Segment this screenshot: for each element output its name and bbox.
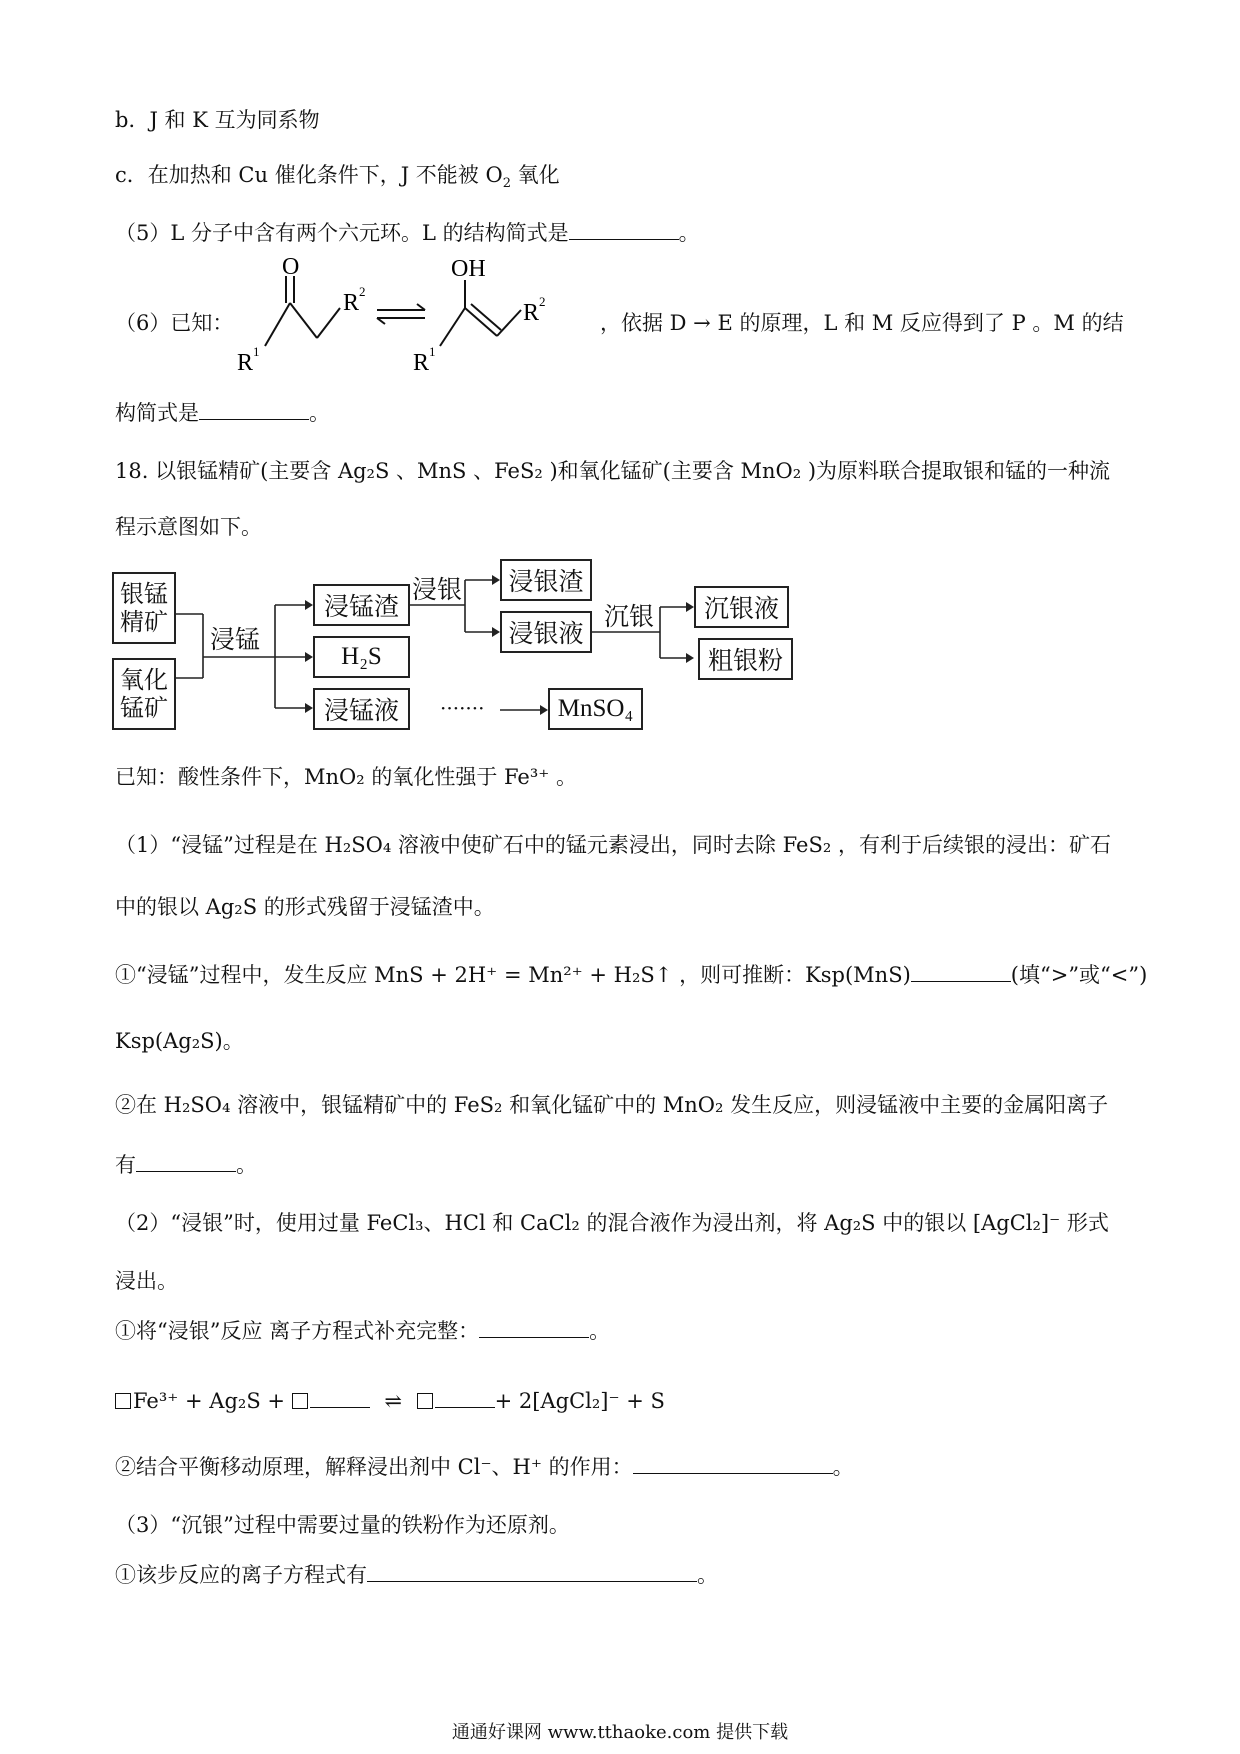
ellipsis-dots: ······· [440,696,485,720]
box-h2s: H₂S [313,636,410,678]
p3-1-text: ①该步反应的离子方程式有 [115,1563,367,1587]
r2-sup: 2 [359,284,366,299]
coefficient-box[interactable] [417,1393,433,1409]
r1-label-right: R [413,350,430,376]
part-1-2: ②在 H₂SO₄ 溶液中，银锰精矿中的 FeS₂ 和氧化锰矿中的 MnO₂ 发生反应，则浸锰液中主要的金属阳离子 [115,1093,1109,1117]
answer-blank[interactable] [633,1455,833,1474]
part-2-line1: （2）“浸银”时，使用过量 FeCl₃、HCl 和 CaCl₂ 的混合液作为浸出剂，将 Ag₂S 中的银以 [AgCl₂]⁻ 形式 [115,1211,1109,1235]
answer-blank[interactable] [310,1389,370,1408]
p1-1-text: ①“浸锰”过程中，发生反应 MnS + 2H⁺ = Mn²⁺ + H₂S↑ ，则可推断：Ksp(MnS) [115,963,911,987]
q5-end: 。 [678,221,700,245]
question-6-text: ，依据 D → E 的原理，L 和 M 反应得到了 P 。M 的结 [600,311,1124,335]
equilibrium-arrow: ⇌ [384,1389,402,1413]
box-silver-liquid: 浸银液 [500,611,592,653]
part-1-line1: （1）“浸锰”过程是在 H₂SO₄ 溶液中使矿石中的锰元素浸出，同时去除 FeS₂ ，有利于后续银的浸出：矿石 [115,833,1111,857]
label-leach-manganese: 浸锰 [210,625,261,654]
q6-end: 。 [309,401,330,425]
question-6-prefix: （6）已知： [115,311,234,335]
answer-blank[interactable] [367,1563,697,1582]
p1-2-end: 。 [236,1153,257,1177]
coefficient-box[interactable] [115,1393,131,1409]
q5-text: （5）L 分子中含有两个六元环。L 的结构简式是 [115,221,569,245]
box-manganese-residue: 浸锰渣 [313,584,410,626]
coefficient-box[interactable] [292,1393,308,1409]
box-label: 氧化锰矿 [120,666,168,722]
box-manganese-liquid: 浸锰液 [313,688,410,730]
question-18-line1: 18. 以银锰精矿(主要含 Ag₂S 、MnS 、FeS₂ )和氧化锰矿(主要含 MnO₂ )为原料联合提取银和锰的一种流 [115,459,1111,483]
part-1-1 [115,960,1147,990]
part-2-2 [115,1452,854,1482]
eq-right: + 2[AgCl₂]⁻ + S [494,1389,665,1413]
p2-1-text: ①将“浸银”反应 离子方程式补充完整： [115,1319,480,1343]
r1-sup-right: 1 [429,344,436,359]
part-3: （3）“沉银”过程中需要过量的铁粉作为还原剂。 [115,1513,570,1537]
oxygen-label: O [282,258,300,280]
option-c-text: c．在加热和 Cu 催化条件下，J 不能被 O [115,163,503,187]
question-18-line2: 程示意图如下。 [115,515,262,539]
box-silver-residue: 浸银渣 [500,559,592,601]
box-manganese-oxide-ore [112,658,176,730]
answer-blank[interactable] [479,1319,589,1338]
p2-2-end: 。 [832,1455,854,1479]
r1-sup: 1 [253,344,260,359]
label-leach-silver: 浸银 [412,575,463,604]
r2-sup-right: 2 [539,294,546,309]
footer-source: 通通好课网 www.tthaoke.com 提供下载 [451,1722,789,1743]
box-silver-manganese-ore [112,572,176,644]
r2-label-right: R [523,300,540,326]
eq-left: Fe³⁺ + Ag₂S + [133,1389,292,1413]
p2-2-text: ②结合平衡移动原理，解释浸出剂中 Cl⁻、H⁺ 的作用： [115,1455,633,1479]
r2-label: R [343,290,360,316]
label-precipitate-silver: 沉银 [604,602,655,631]
p1-1-hint: (填“>”或“<”) [1010,963,1148,987]
option-c-sub: 2 [502,176,511,191]
ion-equation [115,1386,665,1416]
p3-1-end: 。 [697,1563,718,1587]
p1-2-text: 有 [115,1153,136,1177]
r1-label: R [237,350,254,376]
option-b: b．J 和 K 互为同系物 [115,108,320,132]
answer-blank[interactable] [136,1153,236,1172]
part-2-1 [115,1316,610,1346]
box-mnso4: MnSO₄ [548,688,643,730]
known-condition: 已知：酸性条件下，MnO₂ 的氧化性强于 Fe³⁺ 。 [115,765,578,789]
part-1-line2: 中的银以 Ag₂S 的形式残留于浸锰渣中。 [115,895,495,919]
part-1-1-cont: Ksp(Ag₂S)。 [115,1029,244,1053]
box-precipitate-liquid: 沉银液 [694,586,789,628]
option-c-post: 氧化 [510,163,560,187]
p2-1-end: 。 [589,1319,611,1343]
box-label: 银锰精矿 [120,580,168,636]
part-1-2-cont [115,1150,257,1180]
part-3-1 [115,1560,718,1590]
part-2-line2: 浸出。 [115,1269,178,1293]
box-crude-silver: 粗银粉 [698,638,793,680]
hydroxyl-label: OH [451,258,486,282]
answer-blank[interactable] [435,1389,495,1408]
q6-cont-text: 构简式是 [115,401,199,425]
answer-blank[interactable] [911,963,1011,982]
